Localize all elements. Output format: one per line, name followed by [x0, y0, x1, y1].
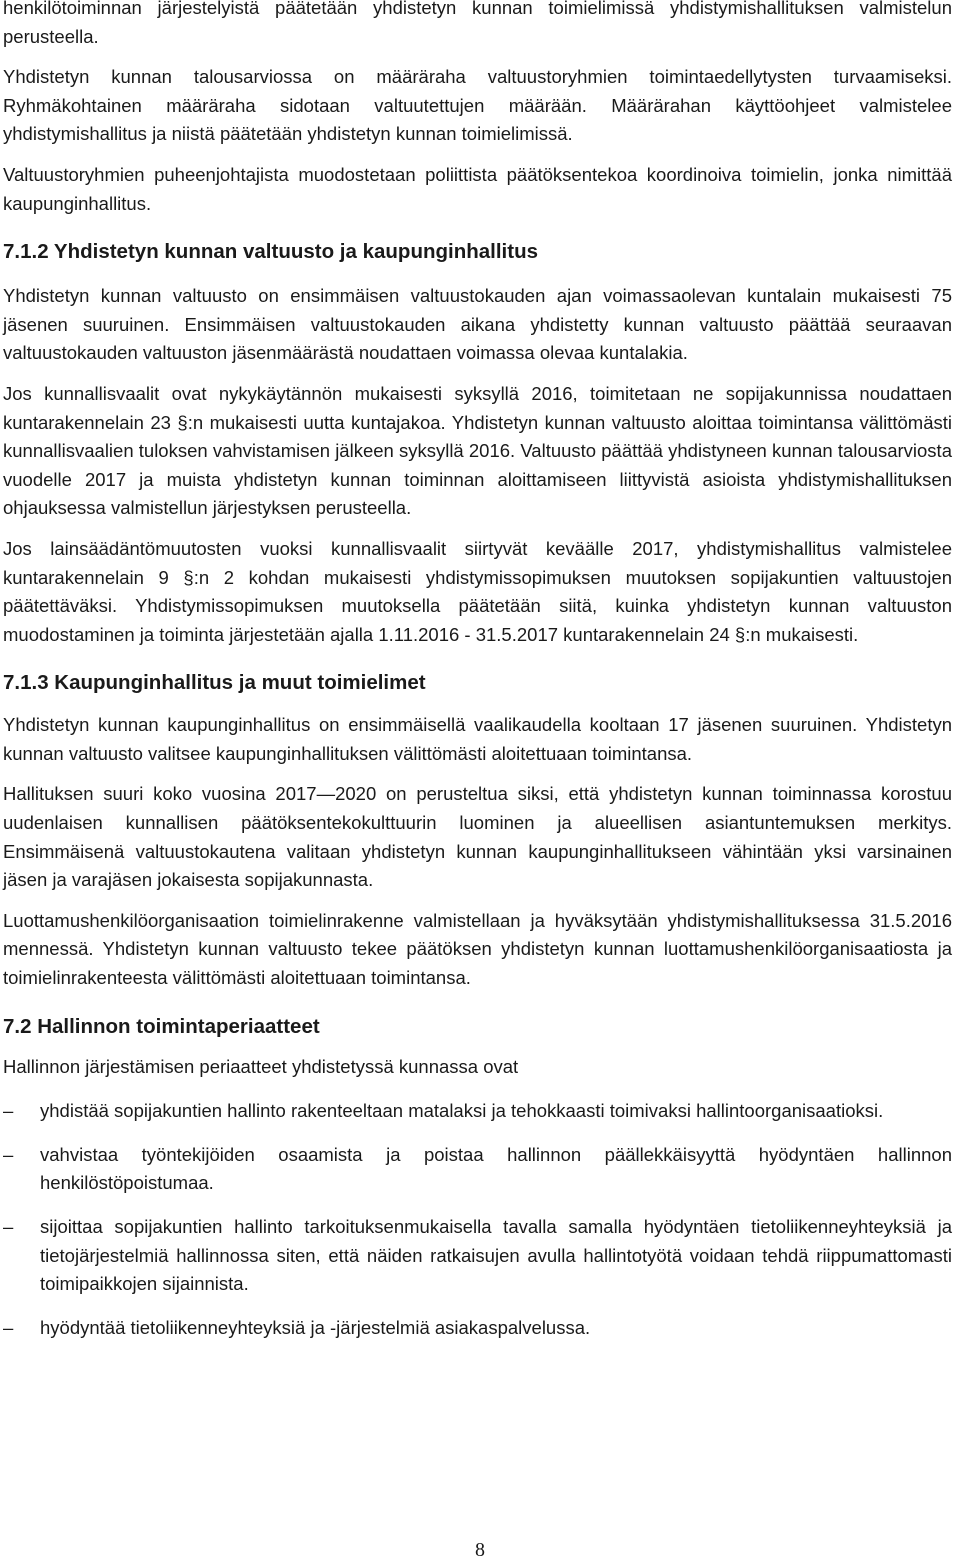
dash-bullet-icon: – [3, 1100, 14, 1122]
paragraph: Luottamushenkilöorganisaation toimielinrakenne valmistellaan ja hyväksytään yhdistymishallituksessa 31.5.2016 mennessä. Yhdistetyn kunnan valtuusto tekee päätöksen yhdistetyn kunnan luottamushenkilöorganisaatiosta ja toimielinrakenteesta välittömästi aloitettuaan toimintansa. [3, 909, 952, 989]
paragraph: Hallituksen suuri koko vuosina 2017—2020 on perusteltua siksi, että yhdistetyn kunnan toiminnassa korostuu uudenlaisen kunnallisen päätöksentekokulttuurin luominen ja alueellisen asiantuntemuksen merkitys. Ensimmäisenä valtuustokautena valitaan yhdistetyn kunnan kaupunginhallitukseen vähintään yksi varsinainen jäsen ja varajäsen jokaisesta sopijakunnasta. [3, 783, 952, 891]
paragraph: Yhdistetyn kunnan kaupunginhallitus on ensimmäisellä vaalikaudella kooltaan 17 jäsenen suuruinen. Yhdistetyn kunnan valtuusto valitsee kaupunginhallituksen välittömästi aloitettuaan toimintansa. [3, 714, 952, 764]
list-item-text: sijoittaa sopijakuntien hallinto tarkoituksenmukaisella tavalla samalla hyödyntäen tietoliikenneyhteyksiä ja tietojärjestelmiä hallinnossa siten, että näiden ratkaisujen avulla hallintotyötä voidaan tehdä riippumattomasti toimipaikkojen sijainnista. [40, 1216, 952, 1295]
paragraph: Valtuustoryhmien puheenjohtajista muodostetaan poliittista päätöksentekoa koordinoiva toimielin, jonka nimittää kaupunginhallitus. [3, 163, 952, 214]
section-heading-7-2: 7.2 Hallinnon toimintaperiaatteet [3, 1014, 320, 1038]
list-item [3, 1213, 952, 1299]
list-item [3, 1314, 952, 1343]
paragraph: Jos kunnallisvaalit ovat nykykäytännön mukaisesti syksyllä 2016, toimitetaan ne sopijakunnissa noudattaen kuntarakennelain 23 §:n mukaisesti uutta kuntajakoa. Yhdistetyn kunnan valtuusto aloittaa toimintansa välittömästi kunnallisvaalien tuloksen vahvistamisen jälkeen syksyllä 2016. Valtuusto päättää yhdistyneen kunnan talousarviosta vuodelle 2017 ja muista yhdistetyn kunnan toiminnan aloittamiseen liittyvistä asioista yhdistymishallituksen ohjauksessa valmistellun järjestyksen perusteella. [3, 382, 952, 519]
list-item [3, 1097, 952, 1126]
paragraph: Yhdistetyn kunnan talousarviossa on määräraha valtuustoryhmien toimintaedellytysten turvaamiseksi. Ryhmäkohtainen määräraha sidotaan valtuutettujen määrään. Määrärahan käyttöohjeet valmistelee yhdistymishallitus ja niistä päätetään yhdistetyn kunnan toimielimissä. [3, 66, 952, 145]
list-intro: Hallinnon järjestämisen periaatteet yhdistetyssä kunnassa ovat [3, 1055, 519, 1077]
dash-bullet-icon: – [3, 1216, 14, 1237]
list-item [3, 1141, 952, 1198]
paragraph: Jos lainsäädäntömuutosten vuoksi kunnallisvaalit siirtyvät keväälle 2017, yhdistymishallitus valmistelee kuntarakennelain 9 §:n 2 kohdan mukaisesti yhdistymissopimuksen muutoksen sopijakuntien valtuustojen päätettäväksi. Yhdistymissopimuksen muutoksella päätetään siitä, kuinka yhdistetyn kunnan valtuuston muodostaminen ja toiminta järjestetään ajalla 1.11.2016 - 31.5.2017 kuntarakennelain 24 §:n mukaisesti. [3, 537, 952, 645]
list-item-text: yhdistää sopijakuntien hallinto rakenteeltaan matalaksi ja tehokkaasti toimivaksi hallintoorganisaatioksi. [40, 1100, 884, 1122]
principles-list [3, 1097, 952, 1342]
page-number: 8 [475, 1539, 485, 1561]
section-heading-7-1-3: 7.1.3 Kaupunginhallitus ja muut toimielimet [3, 671, 426, 695]
list-item-text: hyödyntää tietoliikenneyhteyksiä ja -järjestelmiä asiakaspalvelussa. [40, 1316, 591, 1338]
section-heading-7-1-2: 7.1.2 Yhdistetyn kunnan valtuusto ja kaupunginhallitus [3, 240, 538, 264]
paragraph: Yhdistetyn kunnan valtuusto on ensimmäisen valtuustokauden ajan voimassaolevan kuntalain mukaisesti 75 jäsenen suuruinen. Ensimmäisen valtuustokauden aikana yhdistetty kunnan valtuusto päättää seuraavan valtuustokauden valtuuston jäsenmäärästä noudattaen voimassa olevaa kuntalakia. [3, 285, 952, 364]
paragraph: henkilötoiminnan järjestelyistä päätetään yhdistetyn kunnan toimielimissä yhdistymishallituksen valmistelun perusteella. [3, 0, 952, 47]
dash-bullet-icon: – [3, 1316, 14, 1338]
dash-bullet-icon: – [3, 1143, 14, 1165]
list-item-text: vahvistaa työntekijöiden osaamista ja poistaa hallinnon päällekkäisyyttä hyödyntäen hallinnon henkilöstöpoistumaa. [40, 1143, 952, 1194]
